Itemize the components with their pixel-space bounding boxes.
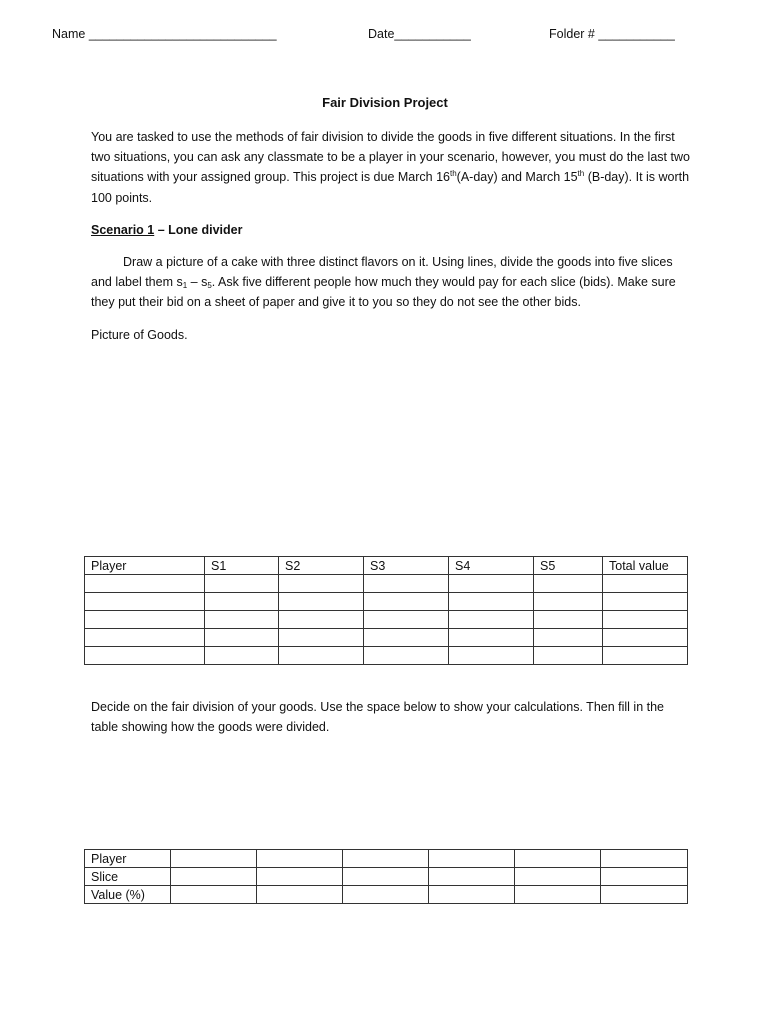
table-cell[interactable]	[85, 593, 205, 611]
table-cell[interactable]	[364, 611, 449, 629]
table-cell[interactable]	[429, 886, 515, 904]
header-cell-s1: S1	[205, 557, 279, 575]
table-cell[interactable]	[534, 575, 603, 593]
table-cell[interactable]	[257, 868, 343, 886]
table-cell[interactable]	[449, 647, 534, 665]
table-cell[interactable]	[205, 575, 279, 593]
table-row	[85, 575, 688, 593]
table-cell[interactable]	[603, 647, 688, 665]
table-row	[85, 850, 688, 868]
name-field-label: Name ___________________________	[52, 27, 277, 41]
table-cell[interactable]	[364, 647, 449, 665]
table-cell[interactable]	[429, 850, 515, 868]
picture-of-goods-label: Picture of Goods.	[91, 328, 188, 342]
table-cell[interactable]	[449, 629, 534, 647]
table-row	[85, 629, 688, 647]
table-cell[interactable]	[279, 593, 364, 611]
table-cell[interactable]	[364, 593, 449, 611]
header-cell-s4: S4	[449, 557, 534, 575]
table-cell[interactable]	[534, 629, 603, 647]
table-cell[interactable]	[343, 886, 429, 904]
division-table	[84, 849, 688, 904]
table-cell[interactable]	[85, 629, 205, 647]
table-cell[interactable]	[515, 868, 601, 886]
page-title: Fair Division Project	[322, 95, 448, 110]
scenario-1-heading: Scenario 1 – Lone divider	[91, 223, 243, 237]
table-row	[85, 611, 688, 629]
table-cell[interactable]	[343, 868, 429, 886]
row-label-player: Player	[85, 850, 171, 868]
table-row	[85, 868, 688, 886]
table-cell[interactable]	[171, 868, 257, 886]
table-cell[interactable]	[534, 611, 603, 629]
table-cell[interactable]	[171, 886, 257, 904]
table-cell[interactable]	[534, 593, 603, 611]
header-cell-s3: S3	[364, 557, 449, 575]
table-cell[interactable]	[279, 647, 364, 665]
table-cell[interactable]	[279, 611, 364, 629]
table-cell[interactable]	[279, 575, 364, 593]
row-label-value-percent: Value (%)	[85, 886, 171, 904]
table-cell[interactable]	[364, 629, 449, 647]
table-cell[interactable]	[601, 850, 688, 868]
table-cell[interactable]	[205, 593, 279, 611]
table-cell[interactable]	[603, 611, 688, 629]
table-cell[interactable]	[171, 850, 257, 868]
bids-table	[84, 556, 688, 665]
header-cell-total-value: Total value	[603, 557, 688, 575]
header-cell-player: Player	[85, 557, 205, 575]
table-cell[interactable]	[85, 647, 205, 665]
row-label-slice: Slice	[85, 868, 171, 886]
table-cell[interactable]	[85, 575, 205, 593]
folder-field-label: Folder # ___________	[549, 27, 675, 41]
table-cell[interactable]	[205, 611, 279, 629]
table-cell[interactable]	[601, 868, 688, 886]
table-cell[interactable]	[343, 850, 429, 868]
table-row	[85, 886, 688, 904]
table-cell[interactable]	[257, 850, 343, 868]
table-cell[interactable]	[449, 611, 534, 629]
table-cell[interactable]	[205, 629, 279, 647]
table-cell[interactable]	[601, 886, 688, 904]
date-field-label: Date___________	[368, 27, 471, 41]
table-cell[interactable]	[603, 593, 688, 611]
bids-table-header-row	[85, 557, 688, 575]
table-row	[85, 647, 688, 665]
table-cell[interactable]	[205, 647, 279, 665]
table-cell[interactable]	[364, 575, 449, 593]
table-cell[interactable]	[449, 593, 534, 611]
table-cell[interactable]	[279, 629, 364, 647]
table-cell[interactable]	[603, 629, 688, 647]
table-row	[85, 593, 688, 611]
header-cell-s5: S5	[534, 557, 603, 575]
intro-paragraph: You are tasked to use the methods of fair division to divide the goods in five different situations. In the first two situations, you can ask any classmate to be a player in your scenario, however, you must do the last two situations with your assigned group. This project is due March 16th(A-day) and March 15th (B-day). It is worth 100 points.	[91, 130, 690, 205]
header-cell-s2: S2	[279, 557, 364, 575]
table-cell[interactable]	[449, 575, 534, 593]
table-cell[interactable]	[257, 886, 343, 904]
table-cell[interactable]	[603, 575, 688, 593]
decide-instructions: Decide on the fair division of your goods. Use the space below to show your calculations. Then fill in the table showing how the goods were divided.	[91, 700, 665, 735]
table-cell[interactable]	[429, 868, 515, 886]
table-cell[interactable]	[534, 647, 603, 665]
table-cell[interactable]	[85, 611, 205, 629]
table-cell[interactable]	[515, 850, 601, 868]
scenario-1-instructions: Draw a picture of a cake with three distinct flavors on it. Using lines, divide the goods into five slices and label them $s_1 - s_5$. Ask five different people how much they would pay for each slice (bids). Make sure they put their bid on a sheet of paper and give it to you so they do not see the other bids.	[91, 255, 676, 310]
table-cell[interactable]	[515, 886, 601, 904]
